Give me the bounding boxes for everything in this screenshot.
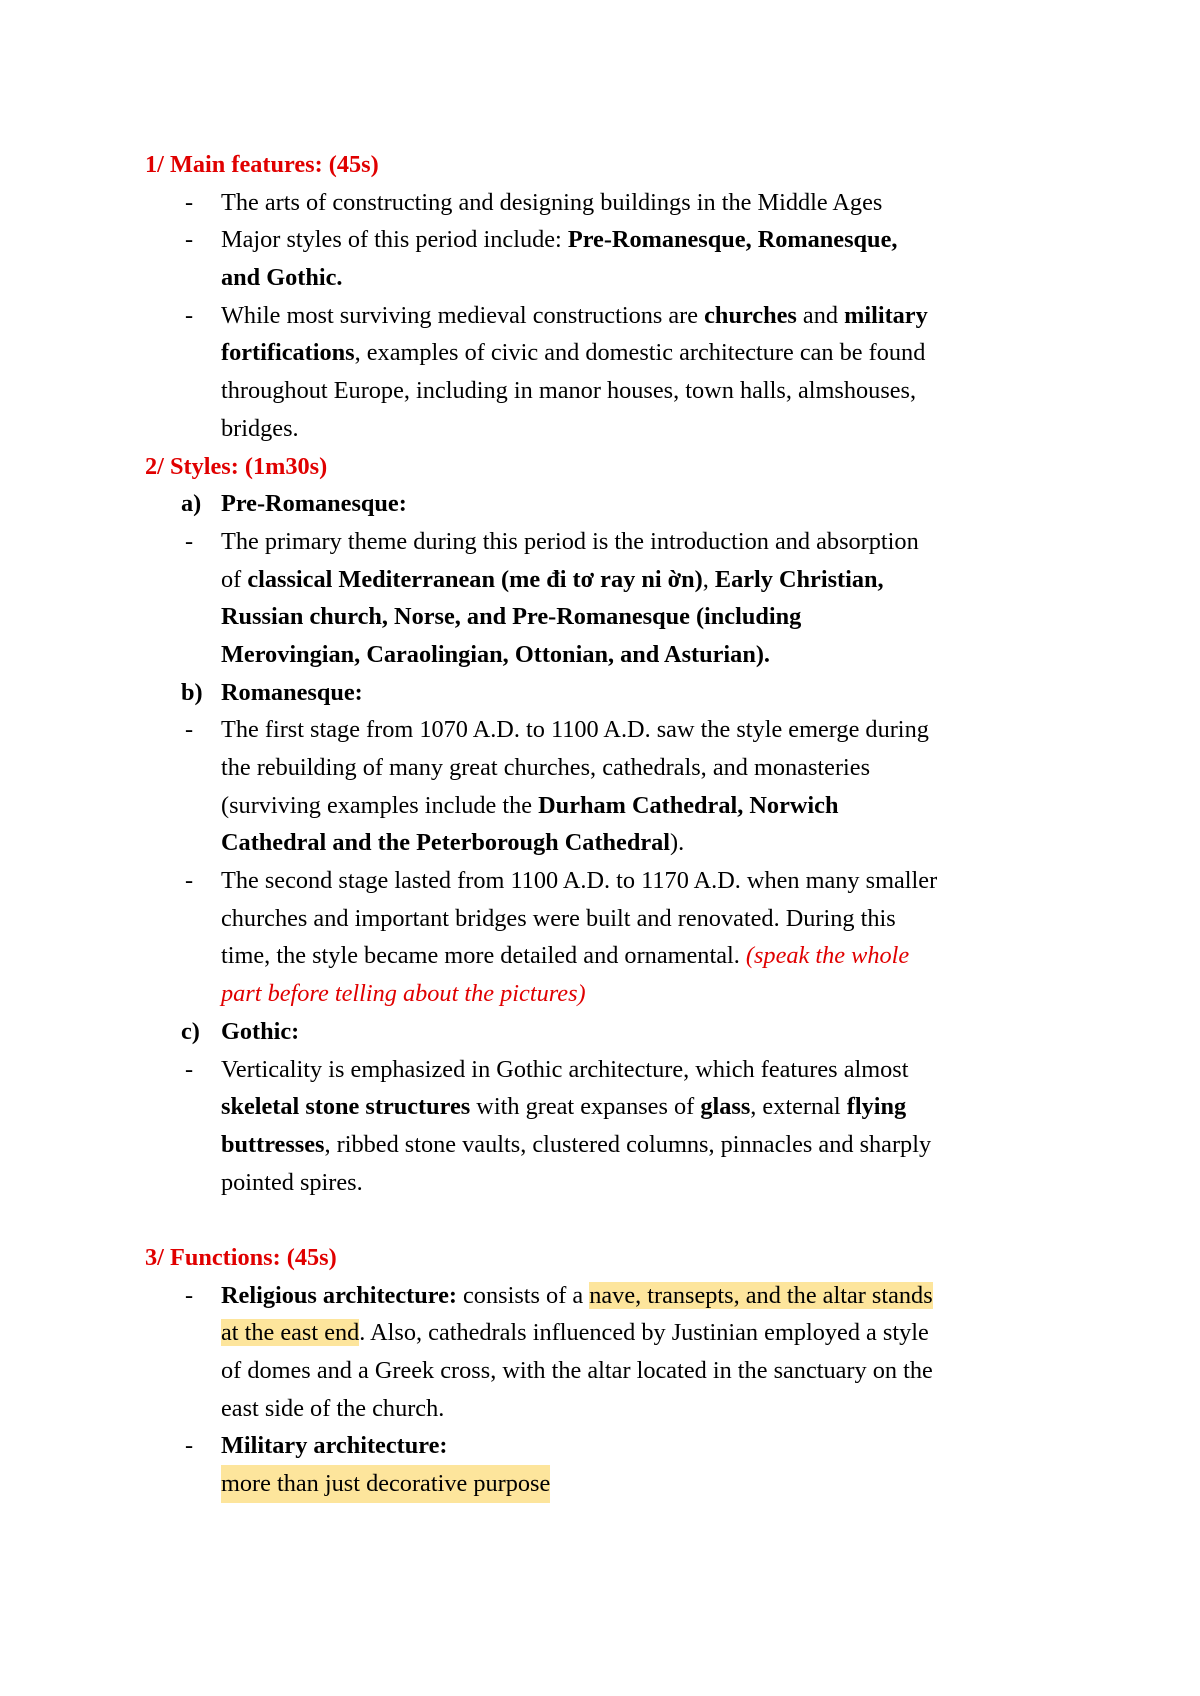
bullet-text — [221, 561, 884, 599]
s2-a-bullet-1-cont-3 — [145, 636, 1080, 674]
text-run: time, the style became more detailed and ornamental. — [221, 942, 746, 970]
bullet-text: throughout Europe, including in manor houses, town halls, almshouses, — [221, 377, 917, 405]
s2-c-bullet-1 — [145, 1051, 1080, 1089]
bullet-text: The second stage lasted from 1100 A.D. to 1170 A.D. when many smaller — [221, 867, 938, 895]
s2-b-bullet-1-cont-1 — [145, 749, 1080, 787]
section-2-heading — [145, 448, 1080, 486]
bullet-text — [221, 297, 928, 335]
section-1-heading — [145, 146, 1080, 184]
s2-b-bullet-2-cont-3 — [145, 975, 1080, 1013]
bold-run: glass — [700, 1093, 751, 1121]
text-run: consists of a — [456, 1281, 590, 1309]
sub-marker: c) — [181, 1017, 200, 1045]
heading-text: 3/ Functions: (45s) — [145, 1243, 337, 1271]
s2-b-bullet-1-cont-2 — [145, 787, 1080, 825]
bullet-text — [221, 259, 343, 297]
bullet-dash: - — [185, 867, 194, 895]
bullet-text — [221, 1088, 906, 1126]
s2-a-bullet-1-cont-2 — [145, 598, 1080, 636]
bullet-text — [221, 1126, 931, 1164]
bullet-text: The first stage from 1070 A.D. to 1100 A.D. saw the style emerge during — [221, 716, 929, 744]
s3-bullet-1-cont-1 — [145, 1314, 1080, 1352]
bullet-text: pointed spires. — [221, 1168, 363, 1196]
bullet-text — [221, 1314, 929, 1352]
text-run: , examples of civic and domestic architecture can be found — [354, 339, 926, 367]
bullet-text: Verticality is emphasized in Gothic architecture, which features almost — [221, 1055, 909, 1083]
bold-run: Military architecture: — [221, 1432, 448, 1460]
text-run: , ribbed stone vaults, clustered columns, pinnacles and sharply — [324, 1130, 932, 1158]
bullet-text — [221, 937, 909, 975]
sub-heading: Pre-Romanesque: — [221, 490, 407, 518]
bullet-text — [221, 787, 838, 825]
s2-b-bullet-2 — [145, 862, 1080, 900]
bullet-text: churches and important bridges were built and renovated. During this — [221, 904, 896, 932]
bold-run: Durham Cathedral, Norwich — [538, 791, 839, 819]
text-run: , external — [750, 1093, 847, 1121]
s1-bullet-3-cont-1 — [145, 334, 1080, 372]
sub-heading: Romanesque: — [221, 678, 363, 706]
text-run: While most surviving medieval constructions are — [221, 301, 705, 329]
bullet-text: The arts of constructing and designing buildings in the Middle Ages — [221, 188, 883, 216]
bullet-text: east side of the church. — [221, 1394, 445, 1422]
text-run: Major styles of this period include: — [221, 226, 568, 254]
s3-bullet-1 — [145, 1277, 1080, 1315]
sub-marker: a) — [181, 490, 202, 518]
bold-run: flying — [846, 1093, 907, 1121]
bullet-dash: - — [185, 226, 194, 254]
bullet-dash: - — [185, 301, 194, 329]
text-run: of — [221, 565, 248, 593]
bullet-text — [221, 1277, 933, 1315]
bold-run: buttresses — [221, 1130, 325, 1158]
heading-text: 1/ Main features: (45s) — [145, 151, 379, 178]
section-3-heading — [145, 1239, 1080, 1277]
s1-bullet-3-cont-2 — [145, 372, 1080, 410]
s2-c-bullet-1-cont-3 — [145, 1164, 1080, 1202]
bullet-text — [221, 824, 684, 862]
bullet-text: bridges. — [221, 414, 299, 442]
bold-run: Religious architecture: — [221, 1281, 457, 1309]
bold-run: and Gothic. — [221, 264, 343, 292]
bullet-text: the rebuilding of many great churches, cathedrals, and monasteries — [221, 754, 871, 781]
text-run: with great expanses of — [470, 1093, 701, 1121]
bullet-dash: - — [185, 1432, 194, 1460]
highlighted-run: at the east end — [221, 1319, 360, 1347]
bold-run: churches — [704, 301, 797, 329]
s1-bullet-2 — [145, 221, 1080, 259]
sub-heading: Gothic: — [221, 1017, 300, 1045]
bullet-dash: - — [185, 1055, 194, 1083]
bold-run: Russian church, Norse, and Pre-Romanesque (including — [221, 603, 802, 631]
highlighted-run: more than just decorative purpose — [221, 1465, 550, 1503]
bold-run: classical Mediterranean (me đi tơ ray ni ờn) — [247, 565, 703, 593]
s2-sub-c — [145, 1013, 1080, 1051]
text-run: (surviving examples include the — [221, 791, 539, 819]
italic-note: (speak the whole — [745, 942, 910, 970]
s1-bullet-2-cont — [145, 259, 1080, 297]
heading-text: 2/ Styles: (1m30s) — [145, 452, 328, 480]
s1-bullet-3 — [145, 297, 1080, 335]
text-run: , — [702, 565, 715, 593]
bullet-text: of domes and a Greek cross, with the altar located in the sanctuary on the — [221, 1357, 933, 1384]
text-run: and — [796, 301, 845, 329]
bold-run: military — [844, 301, 928, 329]
s1-bullet-1 — [145, 184, 1080, 222]
s2-sub-a — [145, 485, 1080, 523]
s2-b-bullet-1-cont-3 — [145, 824, 1080, 862]
bullet-dash: - — [185, 1281, 194, 1309]
s3-bullet-2 — [145, 1427, 1080, 1465]
document-body — [145, 146, 1080, 1503]
s3-bullet-1-cont-2 — [145, 1352, 1080, 1390]
s1-bullet-3-cont-3 — [145, 410, 1080, 448]
blank-line — [145, 1201, 1080, 1239]
bullet-dash: - — [185, 188, 194, 216]
s2-a-bullet-1 — [145, 523, 1080, 561]
s2-c-bullet-1-cont-2 — [145, 1126, 1080, 1164]
bold-run: Early Christian, — [714, 565, 884, 593]
s2-c-bullet-1-cont-1 — [145, 1088, 1080, 1126]
bold-run: fortifications — [221, 339, 355, 367]
bold-run: skeletal stone structures — [221, 1093, 471, 1121]
s2-b-bullet-1 — [145, 711, 1080, 749]
s2-b-bullet-2-cont-2 — [145, 937, 1080, 975]
s2-a-bullet-1-cont-1 — [145, 561, 1080, 599]
bullet-dash: - — [185, 527, 194, 555]
bullet-text: The primary theme during this period is the introduction and absorption — [221, 527, 919, 555]
bold-run: Merovingian, Caraolingian, Ottonian, and Asturian). — [221, 640, 771, 668]
s2-sub-b — [145, 674, 1080, 712]
bold-run: Cathedral and the Peterborough Cathedral — [221, 829, 671, 857]
italic-note: part before telling about the pictures) — [221, 980, 586, 1008]
s3-bullet-1-cont-3 — [145, 1390, 1080, 1428]
bullet-dash: - — [185, 716, 194, 744]
text-run: . Also, cathedrals influenced by Justinian employed a style — [359, 1319, 929, 1347]
bullet-text — [221, 221, 897, 259]
s3-bullet-2-cont-1 — [145, 1465, 1080, 1503]
text-run: ). — [670, 829, 685, 857]
bold-run: Pre-Romanesque, Romanesque, — [567, 226, 898, 254]
s2-b-bullet-2-cont-1 — [145, 900, 1080, 938]
bullet-text — [221, 334, 925, 372]
highlighted-run: nave, transepts, and the altar stands — [589, 1281, 933, 1309]
sub-marker: b) — [181, 678, 203, 706]
